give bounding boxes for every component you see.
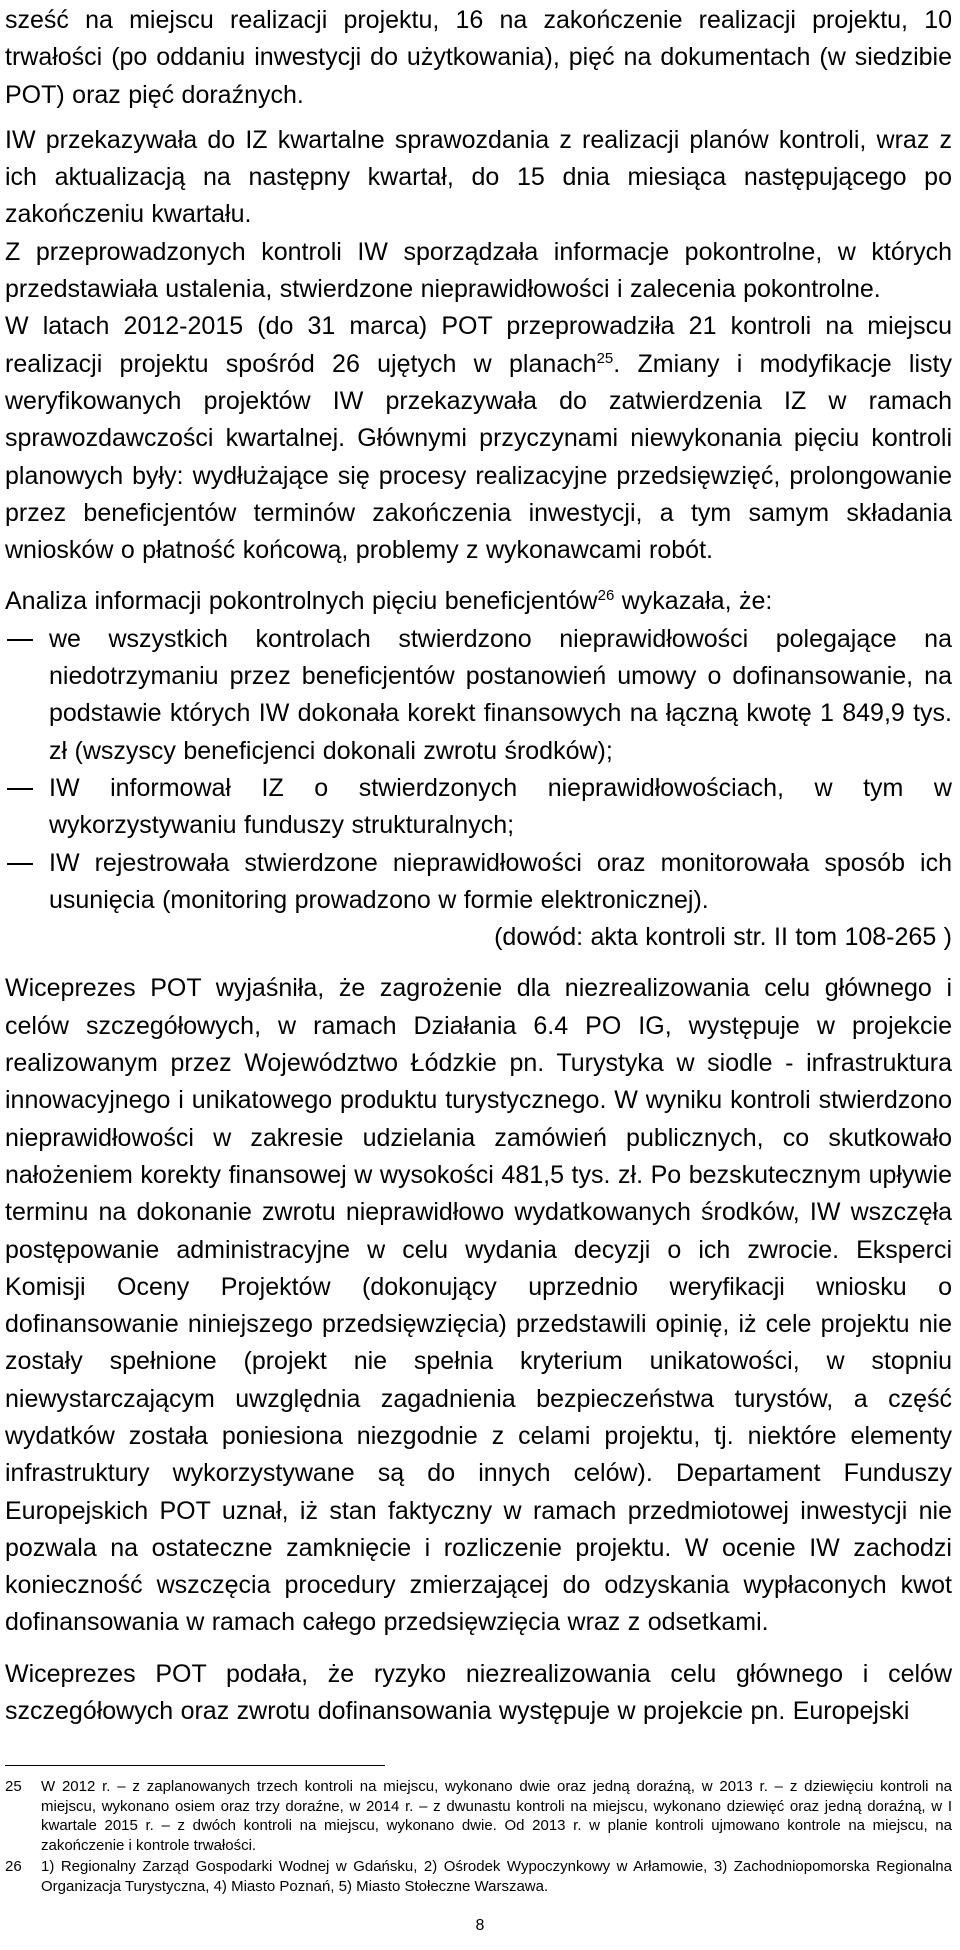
paragraph-informacje-pokontrolne: Z przeprowadzonych kontroli IW sporządzała informacje pokontrolne, w których przedstawiała ustalenia, stwierdzone nieprawidłowości i zalecenia pokontrolne. bbox=[5, 237, 952, 304]
paragraph-text: Analiza informacji pokontrolnych pięciu beneficjentów bbox=[5, 587, 598, 616]
footnote-number: 26 bbox=[5, 1858, 22, 1875]
footnote-divider bbox=[5, 1765, 385, 1766]
list-item-text: IW informował IZ o stwierdzonych nieprawidłowościach, w tym w wykorzystywaniu funduszy strukturalnych; bbox=[49, 773, 952, 840]
dash-bullet-icon bbox=[7, 863, 33, 865]
footnote-number: 25 bbox=[5, 1778, 22, 1795]
paragraph-text: wykazała, że: bbox=[614, 587, 773, 616]
list-item-text: we wszystkich kontrolach stwierdzono nieprawidłowości polegające na niedotrzymaniu przez beneficjentów postanowień umowy o dofinansowanie, na podstawie których IW dokonała korekt finansowych na łączną kwotę 1 849,9 tys. zł (wszyscy beneficjenci dokonali zwrotu środków); bbox=[49, 624, 952, 765]
list-item bbox=[5, 621, 952, 770]
page-number: 8 bbox=[475, 1917, 485, 1934]
body-text bbox=[5, 2, 952, 1730]
findings-list bbox=[5, 621, 952, 919]
paragraph-kontrole-2012-2015 bbox=[5, 308, 952, 569]
dash-bullet-icon bbox=[7, 788, 33, 790]
paragraph-analiza-intro bbox=[5, 583, 952, 620]
paragraph-wyjasnienia-wiceprezes: Wiceprezes POT wyjaśniła, że zagrożenie dla niezrealizowania celu głównego i celów szczegółowych, w ramach Działania 6.4 PO IG, występuje w projekcie realizowanym przez Województwo Łódzkie pn. Turystyka w siodle - infrastruktura innowacyjnego i unikatowego produktu turystycznego. W wyniku kontroli stwierdzono nieprawidłowości w zakresie udzielania zamówień publicznych, co skutkowało nałożeniem korekty finansowej w wysokości 481,5 tys. zł. Po bezskutecznym upływie terminu na dokonanie zwrotu nieprawidłowo wydatkowanych środków, IW wszczęła postępowanie administracyjne w celu wydania decyzji o ich zwrocie. Eksperci Komisji Oceny Projektów (dokonujący uprzednio weryfikacji wniosku o dofinansowanie niniejszego przedsięwzięcia) przedstawili opinię, iż cele projektu nie zostały spełnione (projekt nie spełnia kryterium unikatowości, w stopniu niewystarczającym uwzględnia zagadnienia bezpieczeństwa turystów, a część wydatków została poniesiona niezgodnie z celami projektu, tj. niektóre elementy infrastruktury wykorzystywane są do innych celów). Departament Funduszy Europejskich POT uznał, iż stan faktyczny w ramach przedmiotowej inwestycji nie pozwala na ostateczne zamknięcie i rozliczenie projektu. W ocenie IW zachodzi konieczność wszczęcia procedury zmierzającej do odzyskania wypłaconych kwot dofinansowania w ramach całego przedsięwzięcia wraz z odsetkami. bbox=[5, 974, 952, 1637]
footnotes bbox=[5, 1777, 952, 1898]
dash-bullet-icon bbox=[7, 639, 33, 641]
paragraph-sprawozdania: IW przekazywała do IZ kwartalne sprawozdania z realizacji planów kontroli, wraz z ich aktualizacją na następny kwartał, do 15 dnia miesiąca następującego po zakończeniu kwartału. bbox=[5, 125, 952, 229]
paragraph-kontrole-liczba: sześć na miejscu realizacji projektu, 16 na zakończenie realizacji projektu, 10 trwałości (po oddaniu inwestycji do użytkowania), pięć na dokumentach (w siedzibie POT) oraz pięć doraźnych. bbox=[5, 6, 952, 109]
list-item bbox=[5, 770, 952, 845]
footnote-text: 1) Regionalny Zarząd Gospodarki Wodnej w Gdańsku, 2) Ośrodek Wypoczynkowy w Arłamowie, 3) Zachodniopomorska Regionalna Organizacja Turystyczna, 4) Miasto Poznań, 5) Miasto Stołeczne Warszawa. bbox=[41, 1858, 952, 1895]
evidence-reference: (dowód: akta kontroli str. II tom 108-265 ) bbox=[494, 923, 952, 952]
list-item bbox=[5, 845, 952, 920]
footnote-text: W 2012 r. – z zaplanowanych trzech kontroli na miejscu, wykonano dwie oraz jedną doraźną, w 2013 r. – z dziewięciu kontroli na miejscu, wykonano osiem oraz trzy doraźne, w 2014 r. – z dwunastu kontroli na miejscu, wykonano dziewięć oraz jedną doraźną, w I kwartale 2015 r. – z dwóch kontroli na miejscu, wykonano dwie. Od 2013 r. w planie kontroli ujmowano kontrole na miejscu, na zakończenie i kontrole trwałości. bbox=[41, 1778, 952, 1854]
footnote-ref-25[interactable]: 25 bbox=[596, 349, 614, 367]
paragraph-text: W latach 2012-2015 (do 31 marca) POT przeprowadziła 21 kontroli na miejscu realizacji projektu spośród 26 ujętych w planach bbox=[5, 312, 952, 378]
footnote-25 bbox=[5, 1777, 952, 1855]
list-item-text: IW rejestrowała stwierdzone nieprawidłowości oraz monitorowała sposób ich usunięcia (monitoring prowadzono w formie elektronicznej). bbox=[49, 848, 952, 914]
paragraph-ryzyko: Wiceprezes POT podała, że ryzyko niezrealizowania celu głównego i celów szczegółowych oraz zwrotu dofinansowania występuje w projekcie pn. Europejski bbox=[5, 1659, 952, 1726]
footnote-ref-26[interactable]: 26 bbox=[597, 587, 615, 605]
footnote-26 bbox=[5, 1857, 952, 1896]
paragraph-text: . Zmiany i modyfikacje listy weryfikowanych projektów IW przekazywała do zatwierdzenia IZ w ramach sprawozdawczości kwartalnej. Głównymi przyczynami niewykonania pięciu kontroli planowych były: wydłużające się procesy realizacyjne przedsięwzięć, prolongowanie przez beneficjentów terminów zakończenia inwestycji, a tym samym składania wniosków o płatność końcową, problemy z wykonawcami robót. bbox=[5, 349, 952, 565]
